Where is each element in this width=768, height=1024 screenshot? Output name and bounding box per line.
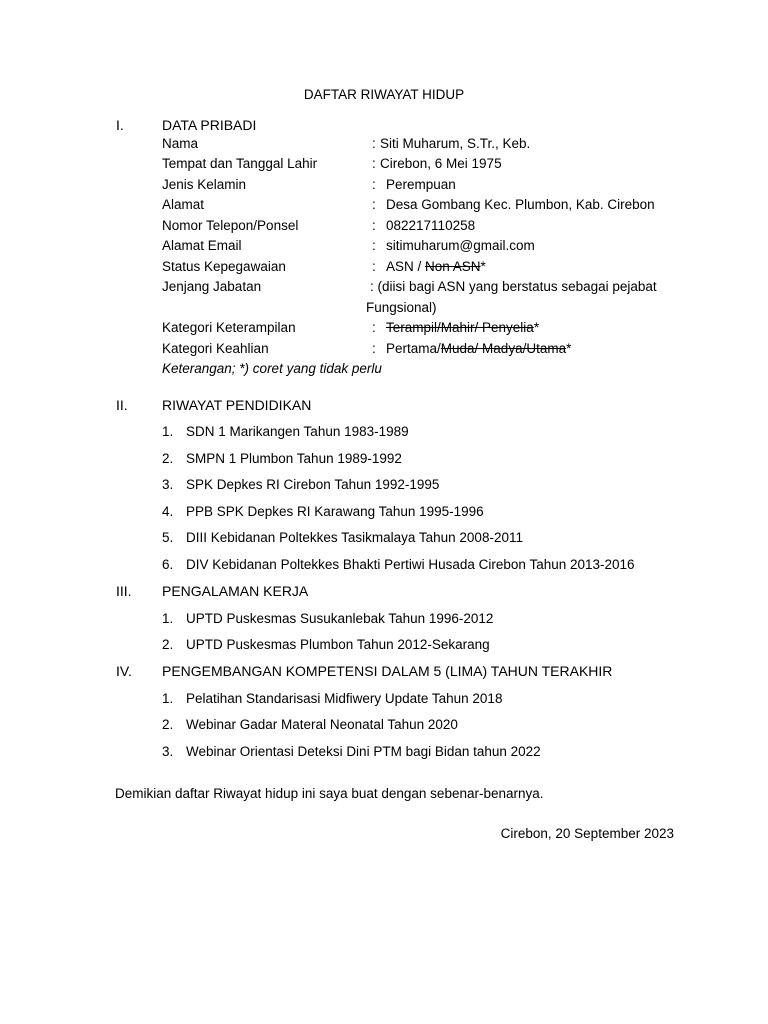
list-item: [162, 424, 409, 439]
field-value: sitimuharum@gmail.com: [386, 238, 535, 253]
list-item: [162, 611, 493, 626]
list-text: Pelatihan Standarisasi Midfiwery Update Tahun 2018: [186, 691, 503, 706]
section-number: II.: [116, 397, 128, 413]
field-label: Tempat dan Tanggal Lahir: [162, 156, 318, 171]
field-label: Jenjang Jabatan: [162, 279, 262, 294]
list-text: DIII Kebidanan Poltekkes Tasikmalaya Tahun 2008-2011: [186, 530, 523, 545]
list-text: UPTD Puskesmas Plumbon Tahun 2012-Sekarang: [186, 637, 490, 652]
list-item: [162, 691, 502, 706]
field-label: Alamat Email: [162, 238, 242, 253]
value-text: Pertama/: [386, 341, 441, 356]
list-number: 1.: [162, 611, 174, 626]
list-text: SDN 1 Marikangen Tahun 1983-1989: [186, 424, 409, 439]
field-label: Nomor Telepon/Ponsel: [162, 218, 299, 233]
field-colon: :: [372, 341, 376, 356]
field-label: Kategori Keahlian: [162, 341, 269, 356]
list-number: 1.: [162, 424, 174, 439]
field-colon: :: [372, 320, 376, 335]
field-label: Jenis Kelamin: [162, 177, 247, 192]
section-title-pengembangan-kompetensi: PENGEMBANGAN KOMPETENSI DALAM 5 (LIMA) TAHUN TERAKHIR: [162, 663, 613, 679]
field-value-continued: Fungsional): [366, 300, 437, 315]
field-value: Desa Gombang Kec. Plumbon, Kab. Cirebon: [386, 197, 655, 212]
list-text: UPTD Puskesmas Susukanlebak Tahun 1996-2012: [186, 611, 494, 626]
list-number: 3.: [162, 744, 174, 759]
keterangan-note: Keterangan; *) coret yang tidak perlu: [162, 361, 382, 376]
struck-option: Non ASN: [425, 259, 481, 274]
list-number: 1.: [162, 691, 174, 706]
list-item: [162, 451, 402, 466]
section-number: I.: [116, 117, 124, 133]
section-title-data-pribadi: DATA PRIBADI: [162, 117, 257, 133]
asterisk: *: [533, 320, 540, 335]
struck-option: Terampil/Mahir/ Penyelia: [386, 320, 534, 335]
field-label: Alamat: [162, 197, 205, 212]
place-date: Cirebon, 20 September 2023: [500, 826, 674, 841]
field-value: : (diisi bagi ASN yang berstatus sebagai pejabat: [370, 279, 657, 294]
list-item: [162, 477, 439, 492]
section-number: III.: [116, 583, 132, 599]
field-value: Cirebon, 6 Mei 1975: [380, 156, 502, 171]
field-colon: :: [372, 259, 376, 274]
section-number: IV.: [116, 663, 132, 679]
field-value: Siti Muharum, S.Tr., Keb.: [380, 136, 531, 151]
field-value: [386, 258, 486, 276]
field-colon: :: [372, 177, 376, 192]
section-title-riwayat-pendidikan: RIWAYAT PENDIDIKAN: [162, 397, 312, 413]
list-text: DIV Kebidanan Poltekkes Bhakti Pertiwi Husada Cirebon Tahun 2013-2016: [186, 557, 635, 572]
struck-option: Muda/ Madya/Utama: [440, 341, 567, 356]
list-item: [162, 637, 490, 652]
list-item: [162, 504, 484, 519]
list-text: PPB SPK Depkes RI Karawang Tahun 1995-1996: [186, 504, 484, 519]
section-title-pengalaman-kerja: PENGALAMAN KERJA: [162, 583, 309, 599]
field-value: [386, 340, 571, 358]
list-number: 5.: [162, 530, 174, 545]
list-item: [162, 530, 523, 545]
field-colon: :: [372, 238, 376, 253]
asterisk: *: [480, 259, 486, 274]
field-value: Perempuan: [386, 177, 456, 192]
list-number: 2.: [162, 717, 174, 732]
field-label: Kategori Keterampilan: [162, 320, 296, 335]
list-item: [162, 744, 541, 759]
field-colon: :: [372, 218, 376, 233]
field-colon: :: [372, 136, 376, 151]
field-label: Nama: [162, 136, 199, 151]
list-text: Webinar Gadar Materal Neonatal Tahun 2020: [186, 717, 458, 732]
field-value: [386, 319, 539, 337]
list-number: 2.: [162, 637, 174, 652]
field-label: Status Kepegawaian: [162, 259, 286, 274]
list-number: 2.: [162, 451, 174, 466]
value-text: ASN /: [386, 259, 426, 274]
list-number: 3.: [162, 477, 174, 492]
asterisk: *: [566, 341, 572, 356]
document-title: DAFTAR RIWAYAT HIDUP: [303, 87, 465, 102]
closing-statement: Demikian daftar Riwayat hidup ini saya buat dengan sebenar-benarnya.: [115, 786, 544, 801]
list-text: Webinar Orientasi Deteksi Dini PTM bagi Bidan tahun 2022: [186, 744, 541, 759]
list-text: SMPN 1 Plumbon Tahun 1989-1992: [186, 451, 402, 466]
list-text: SPK Depkes RI Cirebon Tahun 1992-1995: [186, 477, 440, 492]
field-colon: :: [372, 156, 376, 171]
list-number: 4.: [162, 504, 174, 519]
list-number: 6.: [162, 557, 174, 572]
field-colon: :: [372, 197, 376, 212]
field-value: 082217110258: [386, 218, 476, 233]
list-item: [162, 557, 635, 572]
list-item: [162, 717, 458, 732]
